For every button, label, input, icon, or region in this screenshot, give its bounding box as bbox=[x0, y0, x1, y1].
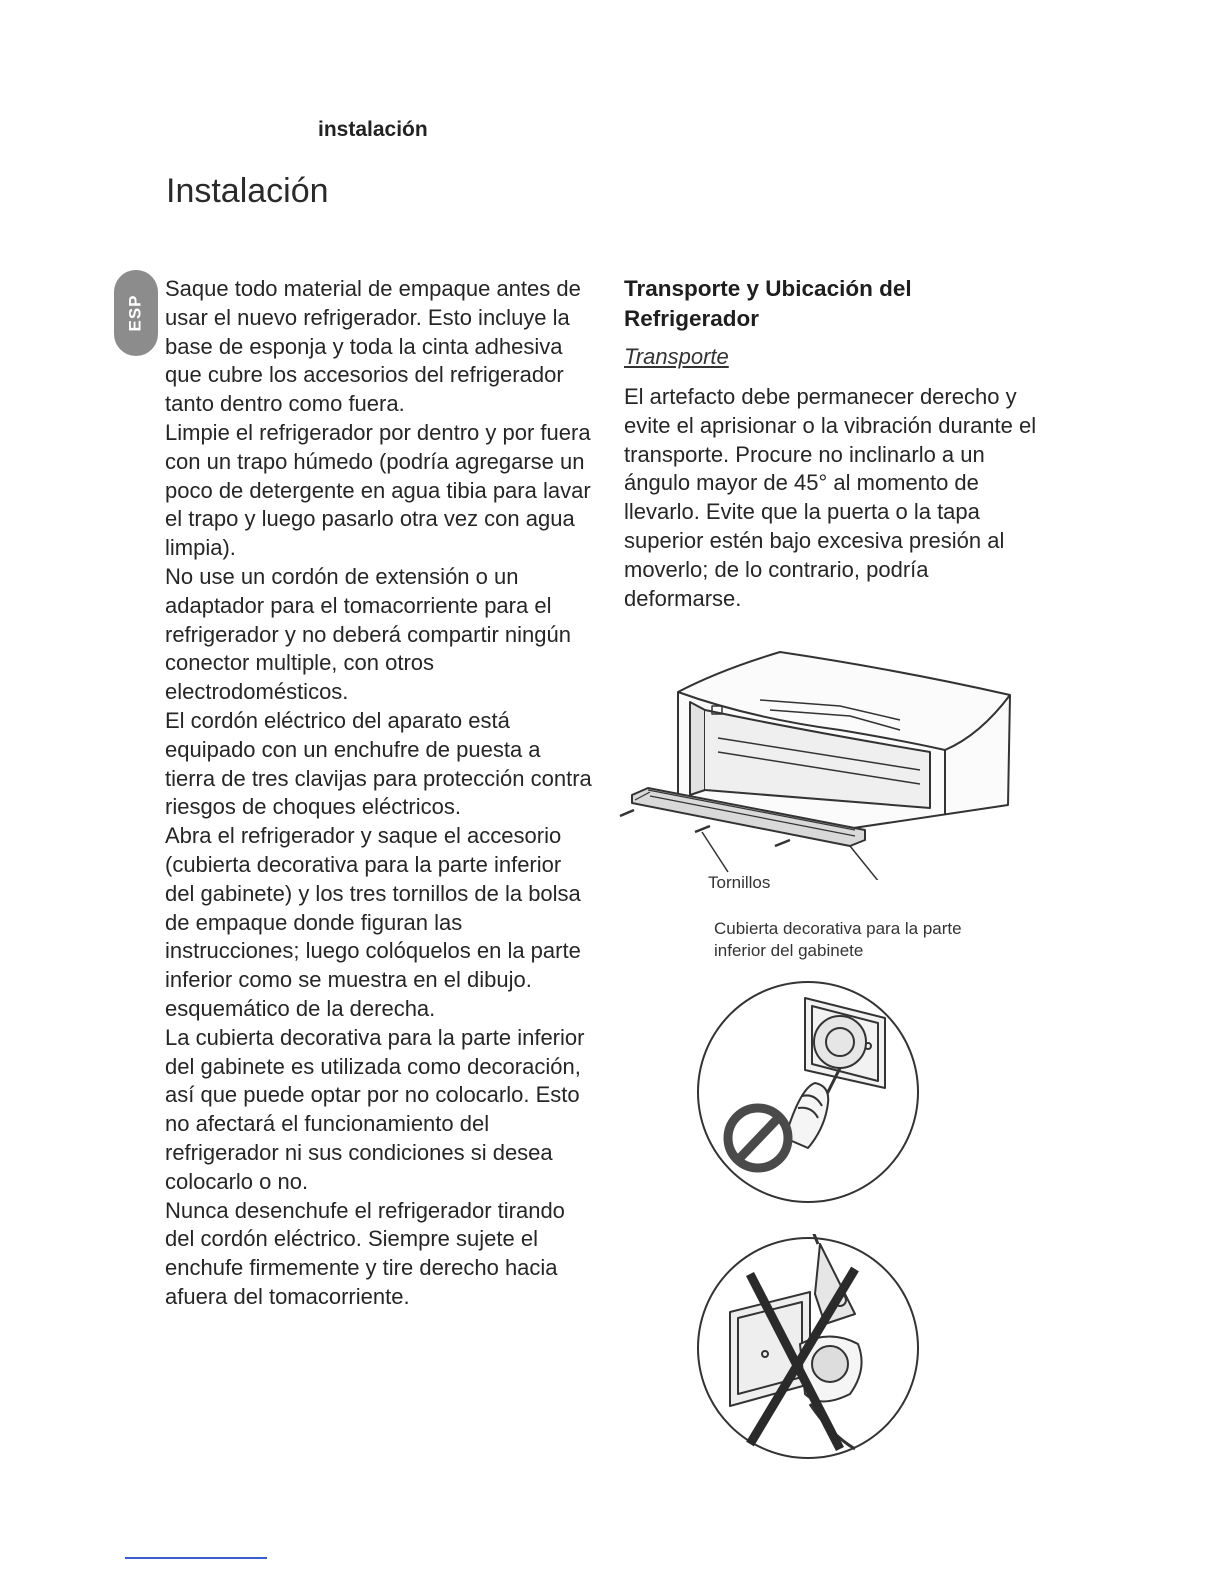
footer-divider bbox=[125, 1557, 267, 1559]
screws-label: Tornillos bbox=[708, 873, 771, 892]
paragraph-accessory: Abra el refrigerador y saque el accesorio (cubierta decorativa para la parte inferior del gabinete) y los tres tornillos de la bolsa de empaque donde figuran las instrucciones; luego colóquelos en la parte inferior como se muestra en el dibujo. esquemático de la derecha. bbox=[165, 823, 581, 1021]
no-pull-cord-icon bbox=[690, 978, 926, 1208]
paragraph-clean: Limpie el refrigerador por dentro y por fuera con un trapo húmedo (podría agregarse un poco de detergente en agua tibia para lavar el trapo y luego pasarlo otra vez con agua limpia). bbox=[165, 419, 591, 561]
paragraph-decorative-cover: La cubierta decorativa para la parte inferior del gabinete es utilizada como decoración, así que puede optar por no colocarlo. Esto no afectará el funcionamiento del refrigerador ni sus condiciones si desea colocarlo o no. bbox=[165, 1024, 585, 1194]
language-tab bbox=[114, 270, 158, 356]
language-tab-label: ESP bbox=[126, 294, 145, 332]
unplug-correctly-icon bbox=[690, 1234, 926, 1464]
cover-label-line2: inferior del gabinete bbox=[714, 941, 864, 960]
cover-label-line1: Cubierta decorativa para la parte bbox=[714, 919, 962, 938]
paragraph-unplug: Nunca desenchufe el refrigerador tirando del cordón eléctrico. Siempre sujete el enchufe firmemente y tire derecho hacia afuera del tomacorriente. bbox=[165, 1197, 565, 1309]
transport-text: El artefacto debe permanecer derecho y evite el aprisionar o la vibración durante el transporte. Procure no inclinarlo a un ángulo mayor de 45° al momento de llevarlo. Evite que la puerta o la tapa superior estén bajo excesiva presión al moverlo; de lo contrario, podría deformarse. bbox=[624, 384, 1037, 611]
installation-instructions bbox=[165, 275, 595, 1312]
refrigerator-base-illustration bbox=[600, 640, 1030, 880]
paragraph-remove-packaging: Saque todo material de empaque antes de usar el nuevo refrigerador. Esto incluye la base de esponja y toda la cinta adhesiva que cubre los accesorios del refrigerador tanto dentro como fuera. bbox=[165, 276, 581, 417]
page-title: Instalación bbox=[166, 172, 329, 210]
transport-subheading: Transporte bbox=[624, 344, 729, 369]
transport-section bbox=[624, 274, 1044, 613]
paragraph-grounded-plug: El cordón eléctrico del aparato está equipado con un enchufre de puesta a tierra de tres clavijas para protección contra riesgos de choques eléctricos. bbox=[165, 707, 592, 820]
paragraph-no-extension: No use un cordón de extensión o un adaptador para el tomacorriente para el refrigerador y no deberá compartir ningún conector multiple, con otros electrodomésticos. bbox=[165, 563, 572, 705]
transport-heading: Transporte y Ubicación del Refrigerador bbox=[624, 276, 912, 331]
section-header-label: instalación bbox=[318, 118, 428, 141]
